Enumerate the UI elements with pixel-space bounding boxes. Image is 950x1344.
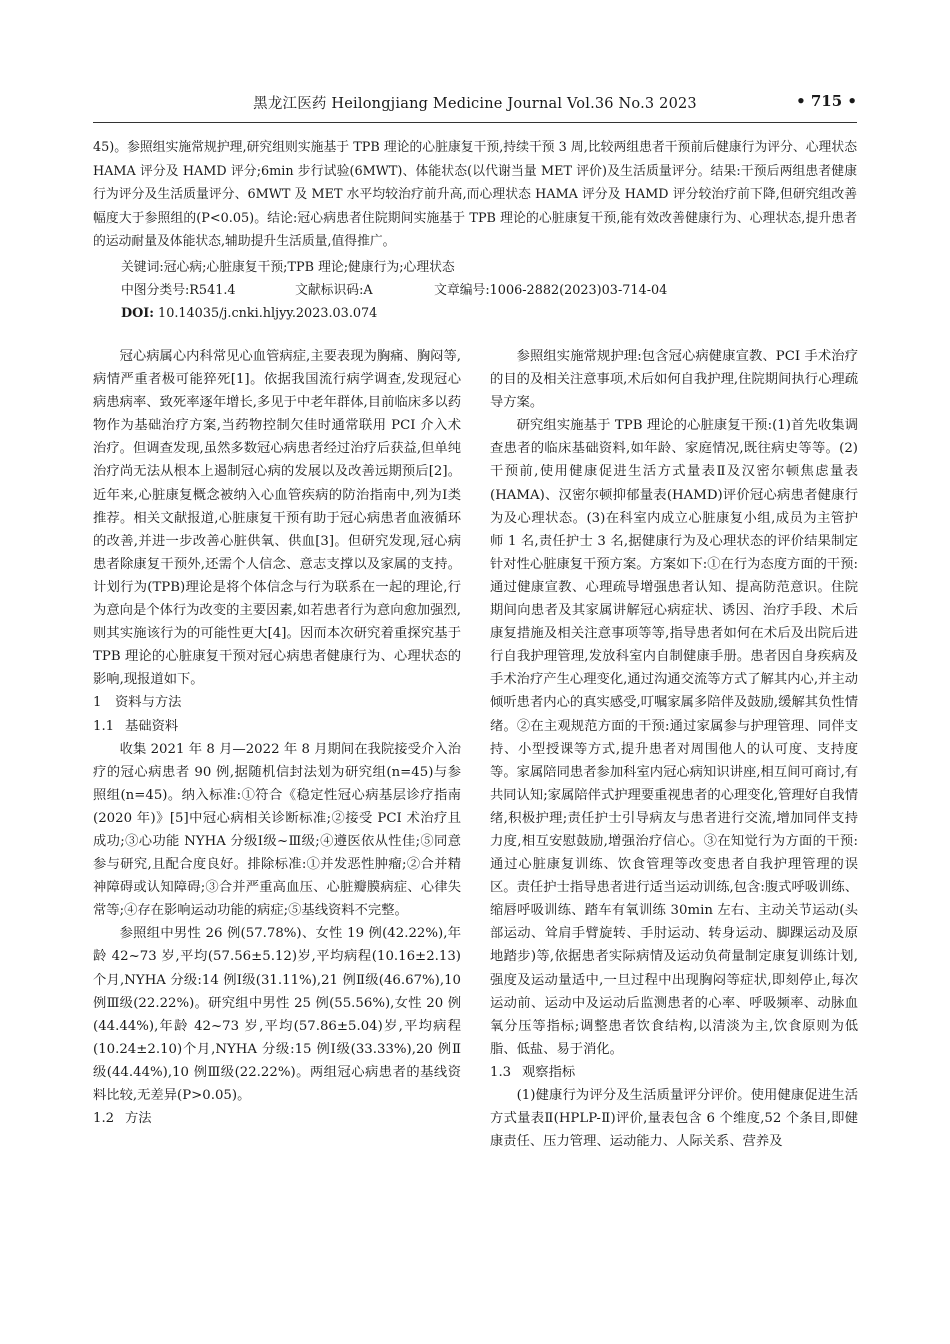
header-rule bbox=[93, 122, 857, 123]
indicators-paragraph: (1)健康行为评分及生活质量评分评价。使用健康促进生活方式量表Ⅱ(HPLP-Ⅱ)评价,量表包含 6 个维度,52 个条目,即健康责任、压力管理、运动能力、人际关系、营养及 bbox=[490, 1088, 858, 1150]
section-title: 观察指标 bbox=[522, 1064, 576, 1080]
control-group-paragraph: 参照组实施常规护理:包含冠心病健康宣教、PCI 手术治疗的目的及相关注意事项,术后如何自我护理,住院期间执行心理疏导方案。 bbox=[490, 349, 858, 411]
abstract bbox=[93, 136, 857, 254]
doi-label: DOI: bbox=[121, 306, 154, 321]
section-number: 1.1 bbox=[93, 718, 115, 734]
section-heading-1-3 bbox=[490, 1061, 858, 1084]
study-group-paragraph: 研究组实施基于 TPB 理论的心脏康复干预:(1)首先收集调查患者的临床基础资料,如年龄、家庭情况,既往病史等等。(2)干预前,使用健康促进生活方式量表Ⅱ及汉密尔顿焦虑量表(HAMA)、汉密尔顿抑郁量表(HAMD)评价冠心病患者健康行为及心理状态。(3)在科室内成立心脏康复小组,成员为主管护师 1 名,责任护士 3 名,据健康行为及心理状态的评价结果制定针对性心脏康复干预方案。方案如下:①在行为态度方面的干预:通过健康宣教、心理疏导增强患者认知、提高防范意识。住院期间向患者及其家属讲解冠心病症状、诱因、治疗手段、术后康复措施及相关注意事项等等,指导患者如何在术后及出院后进行自我护理管理,发放科室内自制健康手册。患者因自身疾病及手术治疗产生心理变化,通过沟通交流等方式了解其内心,并主动倾听患者内心的真实感受,叮嘱家属多陪伴及鼓励,缓解其负性情绪。②在主观规范方面的干预:通过家属参与护理管理、同伴支持、小型授课等方式,提升患者对周围他人的认可度、支持度等。家属陪同患者参加科室内冠心病知识讲座,相互间可商讨,有共同认知;家属陪伴式护理要重视患者的心理变化,管理好自我情绪,积极护理;责任护士引导病友与患者进行交流,增加同伴支持力度,相互安慰鼓励,增强治疗信心。③在知觉行为方面的干预:通过心脏康复训练、饮食管理等改变患者自我护理管理的误区。责任护士指导患者进行适当运动训练,包含:腹式呼吸训练、缩唇呼吸训练、踏车有氧训练 30min 左右、主动关节运动(头部运动、耸肩手臂旋转、手肘运动、转身运动、脚踝运动及原地踏步)等,依据患者实际病情及运动负荷量制定康复训练计划,强度及运动量适中,一旦过程中出现胸闷等症状,即刻停止,每次运动前、运动中及运动后监测患者的心率、呼吸频率、动脉血氧分压等指标;调整患者饮食结构,以清淡为主,饮食原则为低脂、低盐、易于消化。 bbox=[490, 418, 858, 1057]
doi-line bbox=[121, 302, 857, 325]
section-title: 方法 bbox=[125, 1111, 152, 1127]
section-heading-1-2 bbox=[93, 1107, 461, 1130]
doi-value: 10.14035/j.cnki.hljyy.2023.03.074 bbox=[158, 306, 378, 321]
classification-line bbox=[121, 279, 857, 302]
page-number: • 715 • bbox=[796, 92, 857, 110]
section-number: 1 bbox=[93, 695, 102, 711]
running-header bbox=[93, 92, 857, 122]
keywords: 关键词:冠心病;心脏康复干预;TPB 理论;健康行为;心理状态 bbox=[121, 260, 455, 275]
section-title: 资料与方法 bbox=[115, 695, 182, 711]
document-code: 文献标识码:A bbox=[295, 283, 373, 298]
section-number: 1.3 bbox=[490, 1064, 512, 1080]
baseline-paragraph: 参照组中男性 26 例(57.78%)、女性 19 例(42.22%),年龄 42~73 岁,平均(57.56±5.12)岁,平均病程(10.16±2.13)个月,NYHA 分级:14 例Ⅰ级(31.11%),21 例Ⅱ级(46.67%),10 例Ⅲ级(22.22%)。研究组中男性 25 例(55.56%),女性 20 例(44.44%),年龄 42~73 岁,平均(57.86±5.04)岁,平均病程(10.24±2.10)个月,NYHA 分级:15 例Ⅰ级(33.33%),20 例Ⅱ级(44.44%),10 例Ⅲ级(22.22%)。两组冠心病患者的基线资料比较,无差异(P>0.05)。 bbox=[93, 926, 461, 1103]
left-column bbox=[93, 345, 461, 1130]
clc-number: 中图分类号:R541.4 bbox=[121, 283, 236, 298]
section-heading-1 bbox=[93, 691, 461, 714]
section-title: 基础资料 bbox=[125, 718, 179, 734]
article-number: 文章编号:1006-2882(2023)03-714-04 bbox=[434, 283, 668, 298]
section-heading-1-1 bbox=[93, 715, 461, 738]
section-number: 1.2 bbox=[93, 1111, 115, 1127]
intro-paragraph: 冠心病属心内科常见心血管病症,主要表现为胸痛、胸闷等,病情严重者极可能猝死[1]。依据我国流行病学调查,发现冠心病患病率、致死率逐年增长,多见于中老年群体,目前临床多以药物作为基础治疗方案,当药物控制欠佳时通常联用 PCI 介入术治疗。但调查发现,虽然多数冠心病患者经过治疗后获益,但单纯治疗尚无法从根本上遏制冠心病的发展以及改善远期预后[2]。近年来,心脏康复概念被纳入心血管疾病的防治指南中,列为Ⅰ类推荐。相关文献报道,心脏康复干预有助于冠心病患者血液循环的改善,并进一步改善心脏供氧、供血[3]。但研究发现,冠心病患者除康复干预外,还需个人信念、意志支撑以及家属的支持。计划行为(TPB)理论是将个体信念与行为联系在一起的理论,行为意向是个体行为改变的主要因素,如若患者行为意向愈加强烈,则其实施该行为的可能性更大[4]。因而本次研究着重探究基于 TPB 理论的心脏康复干预对冠心病患者健康行为、心理状态的影响,现报道如下。 bbox=[93, 349, 461, 688]
journal-title: 黑龙江医药 Heilongjiang Medicine Journal Vol.36 No.3 2023 bbox=[253, 96, 697, 112]
right-column bbox=[490, 345, 858, 1153]
abstract-text: 45)。参照组实施常规护理,研究组则实施基于 TPB 理论的心脏康复干预,持续干预 3 周,比较两组患者干预前后健康行为评分、心理状态 HAMA 评分及 HAMD 评分;6min 步行试验(6MWT)、体能状态(以代谢当量 MET 评价)及生活质量评分。结果:干预后两组患者健康行为评分及生活质量评分、6MWT 及 MET 水平均较治疗前升高,而心理状态 HAMA 评分及 HAMD 评分较治疗前下降,但研究组改善幅度大于参照组的(P<0.05)。结论:冠心病患者住院期间实施基于 TPB 理论的心脏康复干预,能有效改善健康行为、心理状态,提升患者的运动耐量及体能状态,辅助提升生活质量,值得推广。 bbox=[93, 140, 857, 249]
inclusion-paragraph: 收集 2021 年 8 月—2022 年 8 月期间在我院接受介入治疗的冠心病患者 90 例,据随机信封法划为研究组(n=45)与参照组(n=45)。纳入标准:①符合《稳定性冠心病基层诊疗指南(2020 年)》[5]中冠心病相关诊断标准;②接受 PCI 术治疗且成功;③心功能 NYHA 分级Ⅰ级~Ⅲ级;④遵医依从性佳;⑤同意参与研究,且配合度良好。排除标准:①并发恶性肿瘤;②合并精神障碍或认知障碍;③合并严重高血压、心脏瓣膜病症、心律失常等;④存在影响运动功能的病症;⑤基线资料不完整。 bbox=[93, 741, 461, 919]
